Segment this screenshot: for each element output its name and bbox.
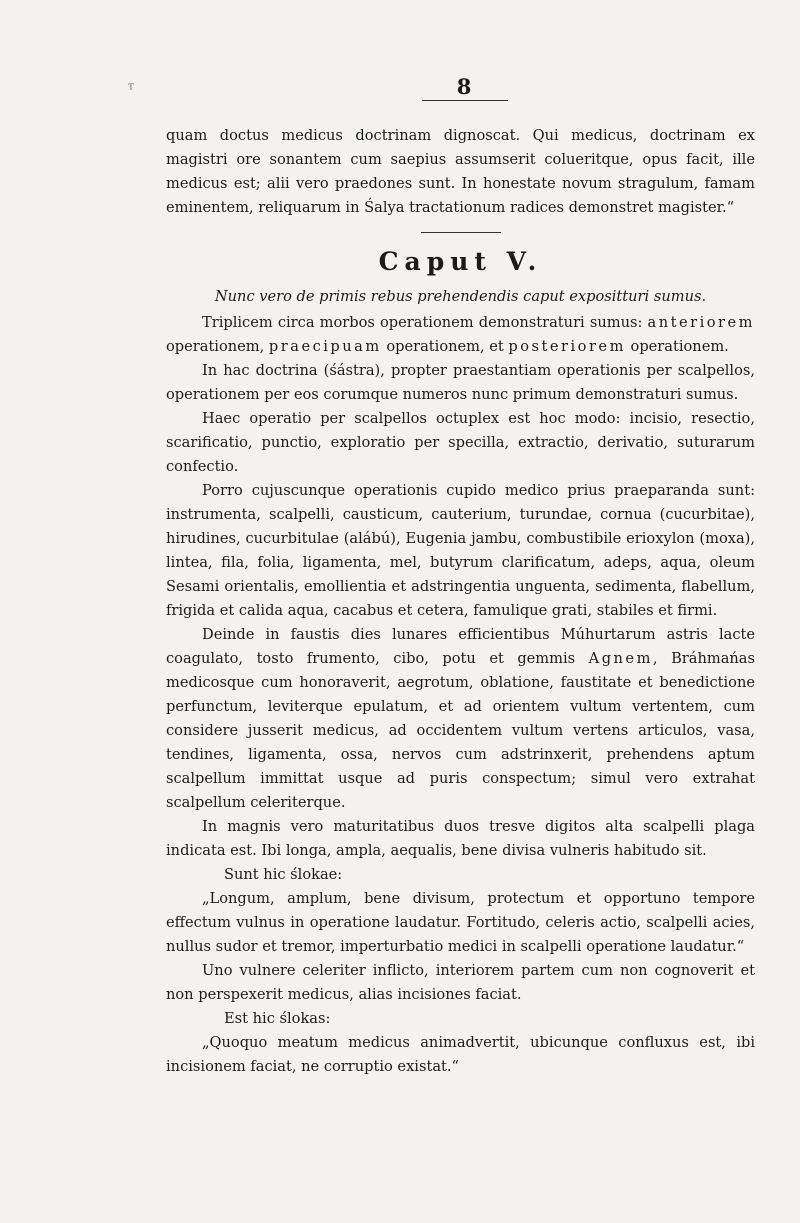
spaced-term: Agnem	[588, 650, 653, 667]
text-span: Triplicem circa morbos operationem demonstraturi sumus:	[202, 314, 648, 331]
page-number-rule	[422, 100, 508, 101]
spaced-term: praecipuam	[268, 338, 382, 355]
paragraph-4: Porro cujuscunque operationis cupido medico prius praeparanda sunt: instrumenta, scalpelli, causticum, cauterium, turundae, cornua (cucurbitae), hirudines, cucurbitulae (alábú), Eugenia jambu, combustibile erioxylon (moxa), lintea, fila, folia, ligamenta, mel, butyrum clarificatum, adeps, aqua, oleum Sesami orientalis, emollientia et adstringentia unguenta, sedimenta, flabellum, frigida et calida aqua, cacabus et cetera, famulique grati, stabiles et firmi.	[166, 482, 755, 619]
paragraph-6: In magnis vero maturitatibus duos tresve digitos alta scalpelli plaga indicata est. Ibi longa, ampla, aequalis, bene divisa vulneris habitudo sit.	[166, 818, 755, 859]
text-span: , Bráhmańas medicosque cum honoraverit, aegrotum, oblatione, faustitate et benedictione perfunctum, leviterque epulatum, et ad orientem vultum vertentem, cum considere jusserit medicus, ad occidentem vultum vertens articulos, vasa, tendines, ligamenta, ossa, nervos cum adstrinxerit, prehendens aptum scalpellum immittat usque ad puris conspectum; simul vero extrahat scalpellum celeriterque.	[166, 650, 755, 811]
paragraph-9: Uno vulnere celeriter inflicto, interiorem partem cum non cognoverit et non perspexerit medicus, alias incisiones faciat.	[166, 962, 755, 1003]
page-number: 8	[456, 74, 472, 99]
text-span: operationem,	[166, 338, 269, 355]
paragraph-2: In hac doctrina (śástra), propter praestantiam operationis per scalpellos, operationem per eos corumque numeros nunc primum demonstraturi sumus.	[166, 362, 755, 403]
sloka-quote-2: „Quoquo meatum medicus animadvertit, ubicunque confluxus est, ibi incisionem faciat, ne corruptio existat.“	[166, 1034, 755, 1075]
sloka-quote-1: „Longum, amplum, bene divisum, protectum et opportuno tempore effectum vulnus in operatione laudatur. Fortitudo, celeris actio, scalpelli acies, nullus sudor et tremor, imperturbatio medici in scalpelli operatione laudatur.“	[166, 890, 755, 955]
paragraph-intro: quam doctus medicus doctrinam dignoscat. Qui medicus, doctrinam ex magistri ore sonantem cum saepius assumserit colueritque, opus facit, ille medicus est; alii vero praedones sunt. In honestate novum stragulum, famam eminentem, reliquarum in Śalya tractationum radices demonstret magister.“	[166, 127, 755, 216]
paragraph-5	[166, 623, 755, 815]
paragraph-1	[166, 311, 755, 359]
text-span: Deinde in faustis dies lunares efficientibus Múhurtarum astris lacte coagulato, tosto frumento, cibo, potu et gemmis	[166, 626, 755, 667]
text-span: operationem.	[625, 338, 729, 355]
chapter-subtitle: Nunc vero de primis rebus prehendendis caput expositturi sumus.	[214, 288, 707, 305]
corner-mark: ᵀ	[128, 82, 134, 98]
spaced-term: posteriorem	[508, 338, 626, 355]
chapter-title: Caput V.	[378, 247, 543, 276]
main-text	[166, 124, 755, 1079]
spaced-term: anteriorem	[647, 314, 755, 331]
paragraph-3: Haec operatio per scalpellos octuplex est hoc modo: incisio, resectio, scarificatio, punctio, exploratio per specilla, extractio, derivatio, suturarum confectio.	[166, 410, 755, 475]
sloka-heading-2: Est hic ślokas:	[224, 1010, 331, 1027]
section-divider	[421, 232, 501, 233]
sloka-heading-1: Sunt hic ślokae:	[224, 866, 343, 883]
text-span: operationem, et	[381, 338, 509, 355]
